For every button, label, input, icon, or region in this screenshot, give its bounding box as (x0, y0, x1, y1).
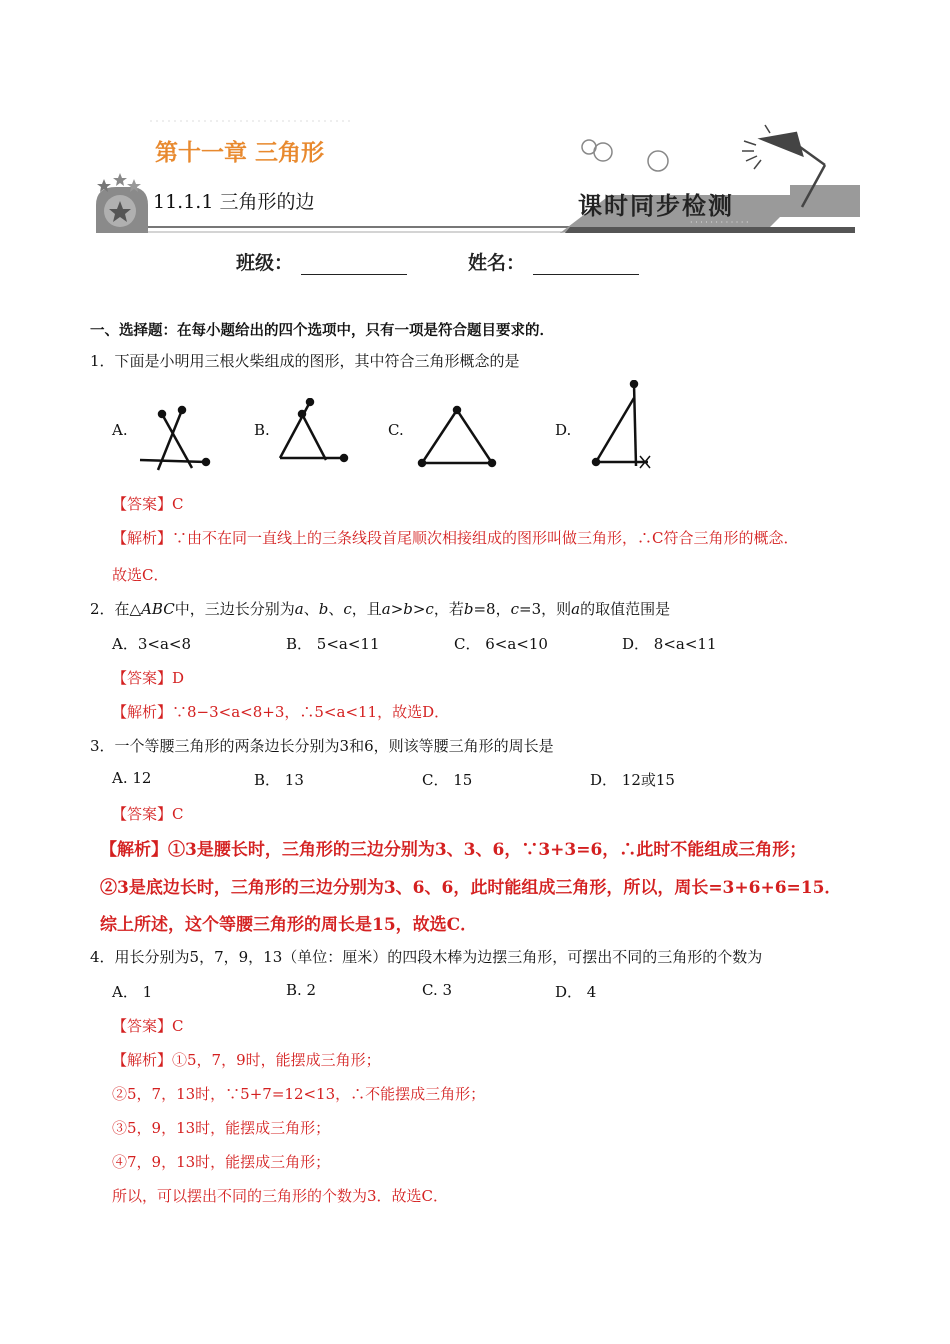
q1-analysis: 【解析】∵由不在同一直线上的三条线段首尾顺次相接组成的图形叫做三角形，∴C符合三角形的概念． (112, 529, 799, 547)
q2-var: a (294, 600, 304, 618)
q3-option-d: D． 12或15 (590, 771, 675, 789)
svg-text:· · · · · · · · · · · ·: · · · · · · · · · · · · (690, 218, 749, 227)
q2-stem-part: 的取值范围是 (580, 600, 671, 618)
section-title: 11.1.1 三角形的边 (153, 191, 315, 213)
star-badge-icon (96, 173, 148, 233)
q4-option-a: A． 1 (112, 983, 153, 1001)
q2-option-a: A．3<a<8 (112, 635, 191, 653)
part-title: 一、选择题：在每小题给出的四个选项中，只有一项是符合题目要求的． (90, 322, 554, 339)
class-blank (301, 254, 407, 275)
q2-sep: 、 (328, 600, 344, 618)
q4-analysis-4: ④7，9，13时，能摆成三角形； (112, 1153, 331, 1171)
q3-analysis-2: ②3是底边长时，三角形的三边分别为3、6、6，此时能组成三角形，所以，周长=3+6+6=15． (100, 878, 842, 898)
q2-var: a (571, 600, 581, 618)
class-label: 班级： (236, 252, 294, 274)
q2-option-b: B． 5<a<11 (286, 635, 380, 653)
figure-c-triangle (416, 405, 498, 469)
q1-option-b: B. (254, 421, 270, 439)
q2-stem-part: 中，三边长分别为 (174, 600, 295, 618)
q1-option-a: A. (112, 421, 128, 439)
question-1-stem: 1．下面是小明用三根火柴组成的图形，其中符合三角形概念的是 (90, 352, 520, 370)
question-4-stem: 4．用长分别为5，7，9，13（单位：厘米）的四段木棒为边摆三角形，可摆出不同的三角形的个数为 (90, 948, 763, 966)
question-2-stem (90, 598, 670, 619)
figure-b-matches (272, 398, 352, 468)
q3-analysis-1: 【解析】①3是腰长时，三角形的三边分别为3、3、6，∵3+3=6，∴此时不能组成三角形； (100, 840, 807, 860)
q2-triangle-name: ABC (141, 600, 175, 618)
q4-option-c: C. 3 (422, 981, 453, 999)
q2-sep: 、 (303, 600, 319, 618)
figure-a-matches (134, 400, 214, 475)
q2-stem-part: ，则 (541, 600, 572, 618)
q2-var: b (463, 600, 474, 618)
q2-var: c (510, 600, 519, 618)
q2-answer: 【答案】D (112, 669, 185, 687)
q3-analysis-3: 综上所述，这个等腰三角形的周长是15，故选C． (100, 915, 478, 935)
series-label: 课时同步检测 (578, 191, 734, 220)
q2-analysis: 【解析】∵8−3<a<8+3，∴5<a<11，故选D． (112, 703, 450, 721)
q1-option-d: D. (555, 421, 572, 439)
q3-option-b: B． 13 (254, 771, 304, 789)
q2-stem-part: ，若 (433, 600, 464, 618)
q2-condition: a>b>c (381, 600, 434, 618)
q4-option-d: D． 4 (555, 983, 597, 1001)
q2-option-c: C． 6<a<10 (454, 635, 548, 653)
q4-analysis-1: 【解析】①5，7，9时，能摆成三角形； (112, 1051, 381, 1069)
q3-option-a: A. 12 (112, 769, 152, 787)
q1-conclusion: 故选C． (112, 566, 169, 584)
q4-answer: 【答案】C (112, 1017, 184, 1035)
name-field (468, 248, 639, 275)
q2-stem-part: ，且 (351, 600, 382, 618)
name-label: 姓名： (468, 252, 526, 274)
q3-option-c: C． 15 (422, 771, 473, 789)
q2-value: =3 (519, 600, 542, 618)
q1-answer: 【答案】C (112, 495, 184, 513)
q4-option-b: B. 2 (286, 981, 317, 999)
q3-answer: 【答案】C (112, 805, 184, 823)
q4-analysis-5: 所以，可以摆出不同的三角形的个数为3．故选C． (112, 1187, 449, 1205)
q2-var: b (318, 600, 329, 618)
q4-analysis-3: ③5，9，13时，能摆成三角形； (112, 1119, 331, 1137)
q2-option-d: D． 8<a<11 (622, 635, 717, 653)
chapter-title: 第十一章 三角形 (155, 140, 325, 166)
figure-d-matches (590, 380, 660, 472)
q4-analysis-2: ②5，7，13时，∵5+7=12<13，∴不能摆成三角形； (112, 1085, 486, 1103)
class-field (236, 248, 407, 275)
question-3-stem: 3．一个等腰三角形的两条边长分别为3和6，则该等腰三角形的周长是 (90, 737, 554, 755)
q1-option-c: C. (388, 421, 404, 439)
q2-stem-part: 2．在△ (90, 600, 142, 618)
name-blank (533, 254, 639, 275)
q2-value: =8， (473, 600, 511, 618)
q2-var: c (343, 600, 352, 618)
